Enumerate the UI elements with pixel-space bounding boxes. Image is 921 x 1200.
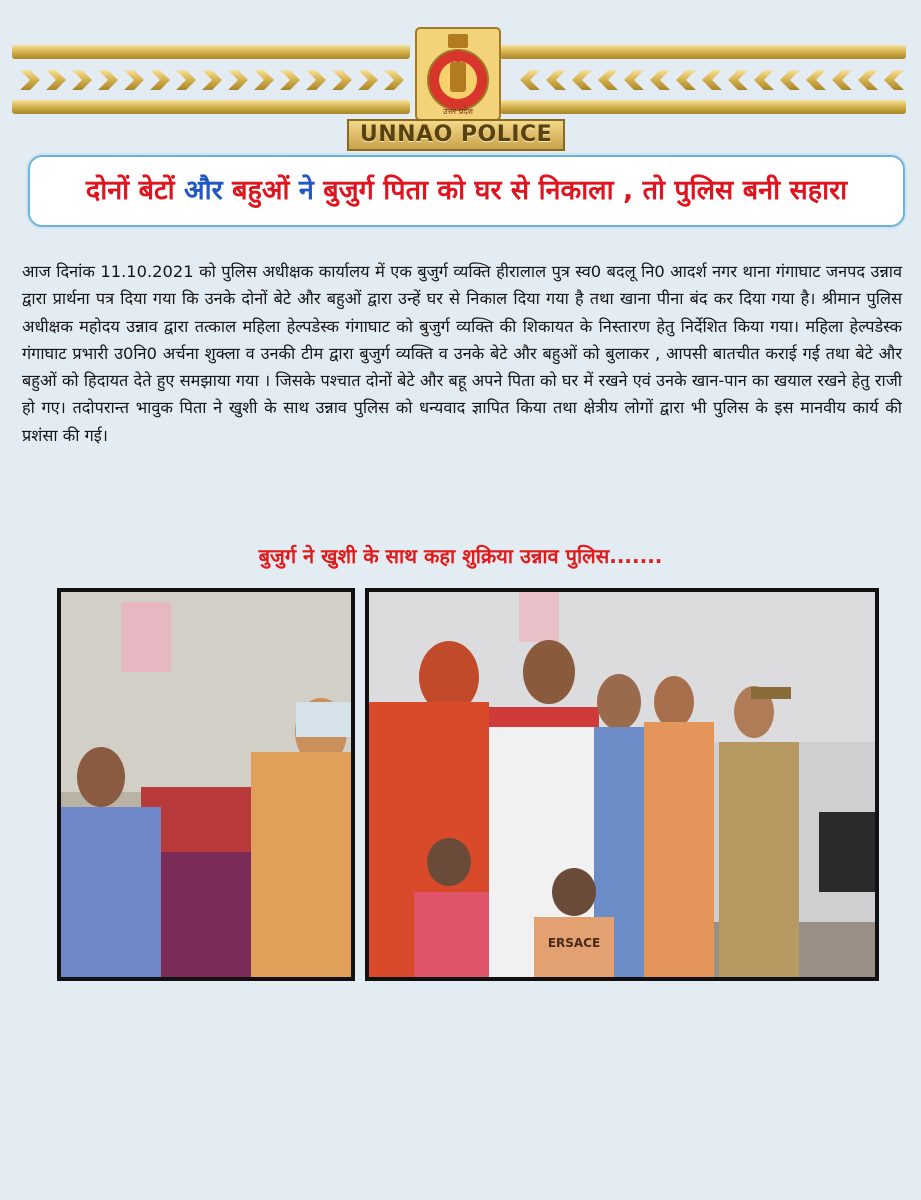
headline-part: बनी सहारा	[742, 175, 848, 206]
chevron-right-icon	[176, 70, 196, 90]
chevron-left-icon	[676, 70, 696, 90]
headline-part: और	[184, 175, 233, 206]
chevron-left-icon	[806, 70, 826, 90]
headline-part: बहुओं	[232, 175, 299, 206]
news-paragraph: आज दिनांक 11.10.2021 को पुलिस अधीक्षक कार्यालय में एक बुजुर्ग व्यक्ति हीरालाल पुत्र स्व0 बदलू नि0 आदर्श नगर थाना गंगाघाट जनपद उन्नाव द्वारा प्रार्थना पत्र दिया गया कि उनके दोनों बेटे और बहुओं द्वारा उन्हें घर से निकाल दिया गया है तथा खाना पीना बंद कर दिया गया है। श्रीमान पुलिस अधीक्षक महोदय उन्नाव द्वारा तत्काल महिला हेल्पडेस्क गंगाघाट को बुजुर्ग व्यक्ति की शिकायत के निस्तारण हेतु निर्देशित किया गया। महिला हेल्पडेस्क गंगाघाट प्रभारी उ0नि0 अर्चना शुक्ला व उनकी टीम द्वारा बुजुर्ग व्यक्ति व उनके बेटे और बहुओं को बुलाकर , आपसी बातचीत कराई गई तथा बेटे और बहुओं को हिदायत देते हुए समझाया गया । जिसके पश्चात दोनों बेटे और बहू अपने पिता को घर में रखने एवं उनके खान-पान का खयाल रखने हेतु राजी हो गए। तदोपरान्त भावुक पिता ने खुशी के साथ उन्नाव पुलिस को धन्यवाद ज्ञापित किया तथा क्षेत्रीय लोगों द्वारा भी पुलिस के इस मानवीय कार्य की प्रशंसा की गई।	[22, 262, 902, 445]
chevron-left-icon	[858, 70, 878, 90]
chevron-right-icon	[150, 70, 170, 90]
chevron-right-icon	[384, 70, 404, 90]
chevron-right-icon	[98, 70, 118, 90]
chevron-left-icon	[702, 70, 722, 90]
chevron-left-icon	[572, 70, 592, 90]
chevron-right-icon	[254, 70, 274, 90]
chevron-right-icon	[358, 70, 378, 90]
chevron-left-icon	[546, 70, 566, 90]
chevron-right-icon	[20, 70, 40, 90]
chevron-right-icon	[306, 70, 326, 90]
chevron-right-icon	[202, 70, 222, 90]
unnao-police-badge: UNNAO POLICE	[347, 119, 565, 151]
chevron-right-icon	[280, 70, 300, 90]
photo-caption: बुजुर्ग ने खुशी के साथ कहा शुक्रिया उन्नाव पुलिस.......	[258, 544, 663, 568]
chevron-right-icon	[46, 70, 66, 90]
photo-family-with-police	[365, 588, 879, 981]
shirt-text: ERSACE	[547, 936, 601, 950]
chevron-left-icon	[754, 70, 774, 90]
chevron-left-icon	[624, 70, 644, 90]
photo-elder-being-fed	[57, 588, 355, 981]
chevron-right-icon	[228, 70, 248, 90]
headline-part: ने	[298, 175, 324, 206]
chevron-left-icon	[884, 70, 904, 90]
up-police-emblem-icon	[416, 28, 500, 120]
chevron-right-icon	[72, 70, 92, 90]
gold-chevron-icon	[520, 70, 904, 90]
headline-part: पुलिस	[674, 175, 743, 206]
headline-part: बुजुर्ग पिता को घर से निकाला , तो	[323, 175, 675, 206]
chevron-left-icon	[728, 70, 748, 90]
chevron-right-icon	[332, 70, 352, 90]
headline-part: दोनों बेटों	[85, 175, 184, 206]
chevron-right-icon	[124, 70, 144, 90]
chevron-left-icon	[832, 70, 852, 90]
emblem-motto: उत्तर प्रदेश	[443, 107, 473, 116]
chevron-left-icon	[598, 70, 618, 90]
chevron-left-icon	[780, 70, 800, 90]
chevron-left-icon	[650, 70, 670, 90]
headline-box	[28, 155, 905, 227]
chevron-left-icon	[520, 70, 540, 90]
gold-chevron-icon	[20, 70, 404, 90]
